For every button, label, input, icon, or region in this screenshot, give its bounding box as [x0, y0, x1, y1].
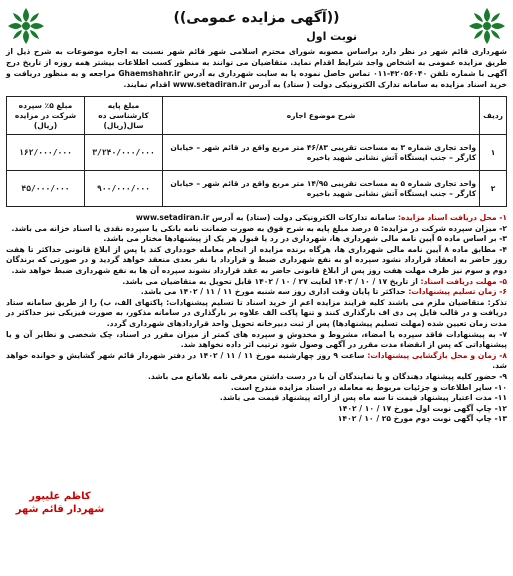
- header-subject: شرح موضوع اجاره: [163, 97, 480, 135]
- condition-6-note: تذکر: متقاضیان ملزم می باشند کلیه فرایند مزایده اعم از خرید اسناد تا تسلیم پیشنهادات: پاکتهای الف، ب) را از طریق سامانه ستاد دریافت و در قالب فایل پی دی اف بارگذاری کنند و تنها پاکت الف علاوه بر بارگذاری در سامانه مذکور، به صورت فیزیکی نیز حداکثر در مدت زمان تعیین شده (مهلت تسلیم پیشنهادها) پس از ثبت دبیرخانه تحویل واحد قراردادهای شهرداری گردد.: [6, 297, 507, 328]
- table-header-row: [7, 97, 507, 135]
- intro-text-3: اقدام نمایند.: [123, 80, 171, 89]
- condition-6: [6, 287, 507, 298]
- condition-6-text: حداکثر تا پایان وقت اداری روز سه شنبه مورخ ۱۱ / ۱۱ / ۱۴۰۲ می باشد.: [140, 287, 406, 297]
- table-row: [7, 171, 507, 207]
- row-deposit: ۱۶۲/۰۰۰/۰۰۰: [7, 135, 85, 171]
- condition-5: [6, 277, 507, 288]
- condition-9: ۹- حضور کلیه پیشنهاد دهندگان و یا نمایندگان آن با در دست داشتن معرفی نامه بلامانع می باشد.: [147, 371, 507, 381]
- conditions-list: [6, 213, 507, 425]
- table-row: [7, 135, 507, 171]
- auction-items-table: [6, 96, 507, 207]
- row-subject: واحد تجاری شماره ۳ به مساحت تقریبی ۴۶/۸۳ متر مربع واقع در قائم شهر – خیابان کارگر – جنب ایستگاه آتش نشانی شهید باخیره: [163, 135, 480, 171]
- mayor-name: کاظم علیپور: [29, 491, 91, 502]
- notice-title: ((آگهی مزایده عمومی)): [173, 10, 340, 26]
- municipality-emblem-icon: [6, 6, 46, 46]
- setad-site-link[interactable]: www.setadiran.ir: [172, 80, 247, 89]
- condition-4: ۴- مطابق ماده ۸ آیین نامه مالی شهرداری ها، هرگاه برنده مزایده از انجام معامله خودداری کند یا پس از ابلاغ قانونی حداکثر تا هفت روز حاضر به انعقاد قرارداد نشود سپرده او به نفع شهرداری ضبط و قرارداد با نفر بعدی منعقد خواهد گردید و در صورتی که برندگان دوم و سوم نیز ظرف مهلت هفت روز پس از ابلاغ قانونی حاضر به عقد قرارداد نشوند سپرده آن ها به نفع شهرداری ضبط خواهد شد.: [6, 244, 507, 275]
- condition-5-label: ۵- مهلت دریافت اسناد:: [420, 276, 507, 286]
- intro-paragraph: [6, 46, 507, 90]
- mayor-signature: [10, 490, 110, 516]
- row-base-price: ۹۰۰/۰۰۰/۰۰۰: [85, 171, 163, 207]
- row-index: ۱: [480, 135, 507, 171]
- condition-5-text: از تاریخ ۱۷ / ۱۰ / ۱۴۰۲ لغایت ۲۷ / ۱۰ / ۱۴۰۲ قابل تحویل به متقاضیان می باشد.: [122, 276, 418, 286]
- row-index: ۲: [480, 171, 507, 207]
- condition-2: ۲- میزان سپرده شرکت در مزایده: ۵ درصد مبلغ پایه به شرح فوق به صورت ضمانت نامه بانکی یا سپرده نقدی یا اسناد خزانه می باشد.: [11, 223, 507, 233]
- header-deposit: مبلغ ۵٪ سپرده شرکت در مزایده (ریال): [7, 97, 85, 135]
- intro-text-2: مراجعه و به منظور دریافت و خرید اسناد مزایده به سامانه تدارک الکترونیکی دولت ( ستاد) به آدرس: [6, 69, 507, 89]
- notice-subtitle: نوبت اول: [306, 30, 357, 43]
- row-subject: واحد تجاری شماره ۵ به مساحت تقریبی ۱۴/۹۵ متر مربع واقع در قائم شهر – خیابان کارگر – جنب ایستگاه آتش نشانی شهید باخیره: [163, 171, 480, 207]
- condition-1-label: ۱- محل دریافت اسناد مزایده:: [397, 213, 507, 222]
- condition-8: [6, 351, 507, 372]
- condition-6-label: ۶- زمان تسلیم پیشنهادات:: [408, 287, 507, 297]
- condition-8-label: ۸- زمان و محل بازگشایی پیشنهادات:: [367, 350, 507, 360]
- header-base-price: مبلغ پایه کارشناسی ده سال(ریال): [85, 97, 163, 135]
- condition-12: ۱۲- چاپ آگهی نوبت اول مورخ ۱۷ / ۱۰ / ۱۴۰۲: [338, 403, 507, 413]
- condition-11: ۱۱- مدت اعتبار پیشنهاد قیمت تا سه ماه پس از ارائه پیشنهاد قیمت می باشد.: [219, 393, 507, 403]
- municipality-site-link[interactable]: Ghaemshahr.ir: [118, 69, 181, 78]
- condition-8-text: ساعت ۹ روز چهارشنبه مورخ ۱۱ / ۱۱ / ۱۴۰۲ در دفتر شهردار قائم شهر گشایش و خوانده خواهد شد.: [6, 350, 507, 371]
- condition-1: [6, 213, 507, 224]
- row-deposit: ۴۵/۰۰۰/۰۰۰: [7, 171, 85, 207]
- row-base-price: ۳/۲۴۰/۰۰۰/۰۰۰: [85, 135, 163, 171]
- condition-7: ۷- به پیشنهادات فاقد سپرده یا امضاء، مشروط و مخدوش و سپرده های کمتر از میزان مقرر در اسناد، چک شخصی و نظایر آن و یا پیشنهاداتی که پس از انقضاء مدت مقرر در آگهی وصول شود ترتیب اثر داده نخواهد شد.: [6, 329, 507, 350]
- municipality-emblem-icon: [467, 6, 507, 46]
- condition-13: ۱۳- چاپ آگهی نوبت دوم مورخ ۲۵ / ۱۰ / ۱۴۰۲: [337, 414, 507, 424]
- header-row-number: ردیف: [480, 97, 507, 135]
- condition-1-text: سامانه تدارکات الکترونیکی دولت (ستاد) به آدرس www.setadiran.ir: [135, 213, 396, 222]
- condition-3: ۳- بر اساس ماده ۵ آیین نامه مالی شهرداری ها، شهرداری در رد یا قبول هر یک از پیشنهادها مختار می باشد.: [103, 234, 507, 244]
- mayor-role: شهردار قائم شهر: [15, 504, 105, 515]
- intro-text-1: شهرداری قائم شهر در نظر دارد براساس مصوبه شورای محترم اسلامی شهر قائم شهر نسبت به اجاره موضوعات به شرح ذیل از طریق مزایده عمومی به اشخاص واجد شرایط اقدام نماید. متقاضیان می توانند به منظور کسب اطلاعات بیشتر همه روزه از تاریخ درج آگهی با شماره تلفن ۴۲۰۵۶۰۴۰-۰۱۱ تماس حاصل نموده یا به سایت شهرداری به آدرس: [6, 47, 507, 78]
- condition-10: ۱۰- سایر اطلاعات و جزئیات مربوط به معامله در اسناد مزایده مندرج است.: [230, 382, 507, 392]
